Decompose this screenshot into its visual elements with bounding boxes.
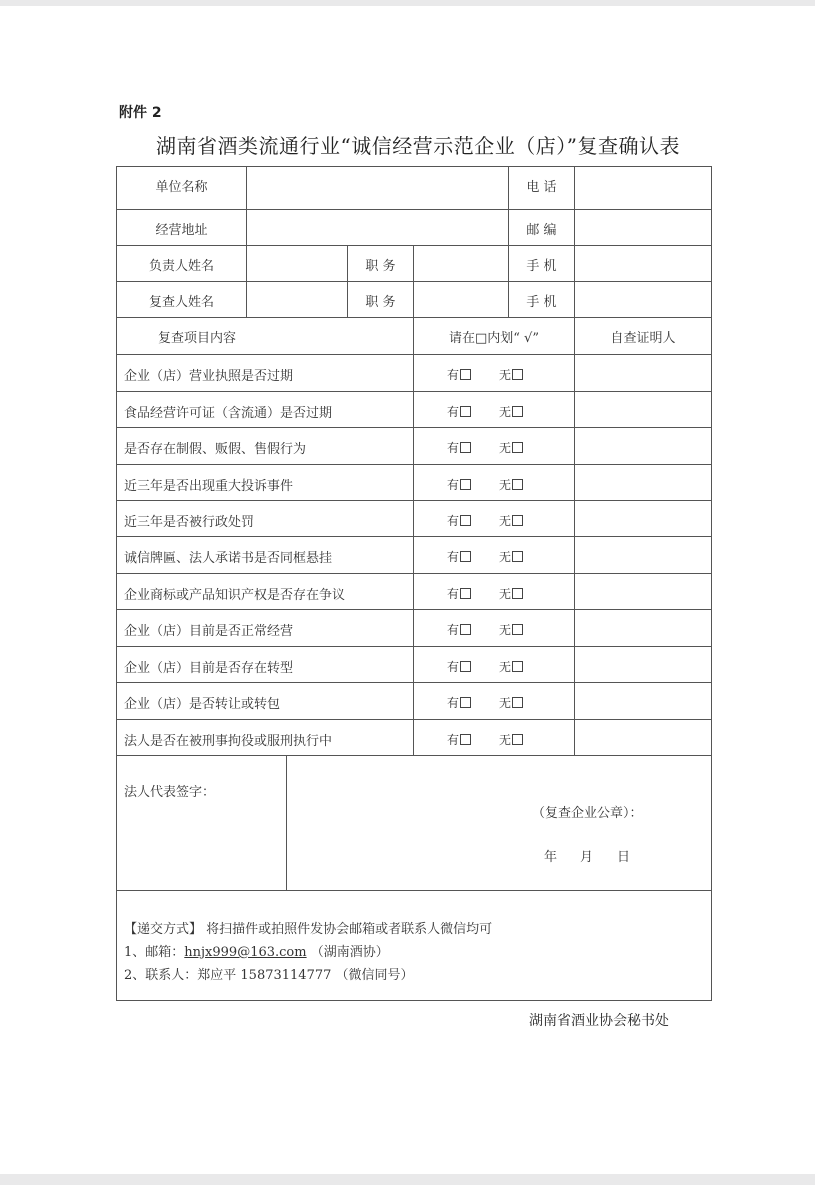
yes-label: 有 [447,514,460,528]
yes-option[interactable] [447,658,471,675]
no-option[interactable] [499,403,523,420]
no-label: 无 [499,441,512,455]
no-option[interactable] [499,621,523,638]
no-label: 无 [499,368,512,382]
date-month-label: 月 [580,850,594,865]
contact-line: 2、联系人：郑应平 15873114777 （微信同号） [124,968,414,983]
yes-option[interactable] [447,476,471,493]
no-label: 无 [499,696,512,710]
manager-name-label: 负责人姓名 [148,259,214,274]
yes-option[interactable] [447,585,471,602]
no-label: 无 [499,623,512,637]
yes-label: 有 [447,660,460,674]
yes-checkbox[interactable] [460,661,471,672]
checklist-item-label: 是否存在制假、贩假、售假行为 [124,442,307,457]
postcode-label: 邮 编 [526,223,557,238]
checklist-item-label: 企业（店）营业执照是否过期 [124,369,294,384]
no-checkbox[interactable] [512,734,523,745]
issuer-footer: 湖南省酒业协会秘书处 [529,1013,669,1029]
no-option[interactable] [499,512,523,529]
email-suffix: （湖南酒协） [310,945,389,960]
yes-checkbox[interactable] [460,697,471,708]
no-option[interactable] [499,694,523,711]
checklist-item-label: 近三年是否被行政处罚 [124,515,255,530]
legal-rep-signature-label: 法人代表签字： [124,785,216,800]
yes-checkbox[interactable] [460,624,471,635]
no-option[interactable] [499,439,523,456]
checklist-item-label: 食品经营许可证（含流通）是否过期 [124,406,333,421]
header-check-instruction: 请在□内划“ √” [449,331,539,346]
reviewer-position-label: 职 务 [365,295,396,310]
yes-checkbox[interactable] [460,734,471,745]
yes-checkbox[interactable] [460,406,471,417]
yes-label: 有 [447,550,460,564]
no-option[interactable] [499,548,523,565]
yes-option[interactable] [447,366,471,383]
no-option[interactable] [499,658,523,675]
header-item-content: 复查项目内容 [157,331,236,346]
no-checkbox[interactable] [512,406,523,417]
no-checkbox[interactable] [512,588,523,599]
document-page [0,6,815,1174]
yes-option[interactable] [447,548,471,565]
date-day-label: 日 [617,850,631,865]
address-label: 经营地址 [155,223,208,238]
attachment-label: 附件 2 [119,105,162,121]
no-option[interactable] [499,731,523,748]
header-self-witness: 自查证明人 [610,331,676,346]
submission-method: 【递交方式】 将扫描件或拍照件发协会邮箱或者联系人微信均可 [124,922,493,937]
no-checkbox[interactable] [512,551,523,562]
yes-checkbox[interactable] [460,515,471,526]
no-checkbox[interactable] [512,624,523,635]
checklist-item-label: 诚信牌匾、法人承诺书是否同框悬挂 [124,551,333,566]
yes-option[interactable] [447,403,471,420]
no-option[interactable] [499,366,523,383]
company-seal-label: （复查企业公章）： [532,806,643,821]
yes-label: 有 [447,696,460,710]
yes-option[interactable] [447,439,471,456]
no-label: 无 [499,405,512,419]
yes-label: 有 [447,405,460,419]
no-checkbox[interactable] [512,479,523,490]
yes-checkbox[interactable] [460,551,471,562]
checklist-item-label: 企业（店）是否转让或转包 [124,697,281,712]
checklist-item-label: 企业（店）目前是否正常经营 [124,624,294,639]
checklist-item-label: 近三年是否出现重大投诉事件 [124,479,294,494]
yes-label: 有 [447,478,460,492]
yes-checkbox[interactable] [460,442,471,453]
email-link[interactable]: hnjx999@163.com [184,945,307,960]
no-checkbox[interactable] [512,515,523,526]
yes-checkbox[interactable] [460,479,471,490]
checklist-item-label: 法人是否在被刑事拘役或服刑执行中 [124,734,333,749]
manager-mobile-label: 手 机 [526,259,557,274]
yes-label: 有 [447,623,460,637]
no-label: 无 [499,733,512,747]
no-label: 无 [499,478,512,492]
yes-option[interactable] [447,694,471,711]
no-checkbox[interactable] [512,369,523,380]
no-label: 无 [499,587,512,601]
yes-option[interactable] [447,731,471,748]
no-label: 无 [499,550,512,564]
yes-label: 有 [447,587,460,601]
email-line [124,941,389,960]
form-title: 湖南省酒类流通行业“诚信经营示范企业（店）”复查确认表 [156,134,680,158]
yes-label: 有 [447,441,460,455]
no-label: 无 [499,514,512,528]
yes-label: 有 [447,368,460,382]
no-checkbox[interactable] [512,442,523,453]
manager-position-label: 职 务 [365,259,396,274]
no-checkbox[interactable] [512,661,523,672]
yes-label: 有 [447,733,460,747]
date-year-label: 年 [544,850,558,865]
checklist-item-label: 企业（店）目前是否存在转型 [124,661,294,676]
phone-label: 电 话 [526,180,557,195]
yes-checkbox[interactable] [460,588,471,599]
reviewer-mobile-label: 手 机 [526,295,557,310]
yes-option[interactable] [447,512,471,529]
checklist-item-label: 企业商标或产品知识产权是否存在争议 [124,588,346,603]
no-label: 无 [499,660,512,674]
email-prefix: 1、邮箱： [124,945,185,960]
unit-name-label: 单位名称 [155,180,208,195]
yes-checkbox[interactable] [460,369,471,380]
yes-option[interactable] [447,621,471,638]
no-option[interactable] [499,585,523,602]
reviewer-name-label: 复查人姓名 [148,295,214,310]
no-option[interactable] [499,476,523,493]
no-checkbox[interactable] [512,697,523,708]
